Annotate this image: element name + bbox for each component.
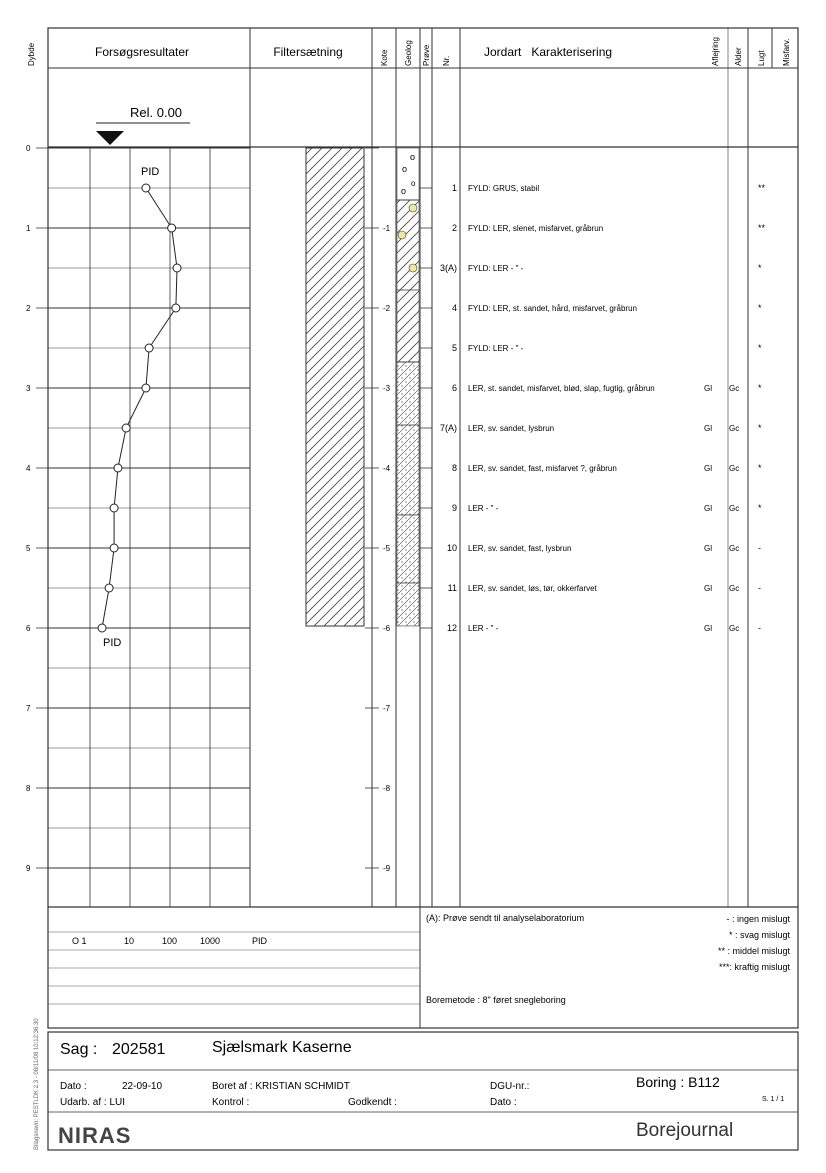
depth-tick-label: 7 <box>26 704 31 713</box>
note-proeve-sendt: (A): Prøve sendt til analyselaboratorium <box>426 913 585 923</box>
layer-lugt: ** <box>758 183 766 193</box>
layer-nr: 6 <box>451 383 457 393</box>
lugt-legend-item: - : ingen mislugt <box>726 914 790 924</box>
layer-aflejring: Gl <box>704 464 712 473</box>
kote-tick-label: -9 <box>383 864 391 873</box>
niras-logo: NIRAS <box>58 1123 132 1148</box>
lugt-legend-item: * : svag mislugt <box>728 930 790 940</box>
layer-nr: 12 <box>446 623 457 633</box>
layer-nr: 10 <box>446 543 457 553</box>
layer-nr: 11 <box>447 583 457 593</box>
depth-tick-label: 6 <box>26 624 31 633</box>
sheet-number: S. 1 / 1 <box>762 1096 785 1103</box>
dato-label: Dato : <box>60 1081 87 1092</box>
layer-description: LER - " - <box>468 624 499 633</box>
kote-axis <box>365 148 391 873</box>
pid-data-point <box>172 304 180 312</box>
lugt-legend-item: ** : middel mislugt <box>717 946 790 956</box>
layer-alder: Gc <box>729 384 740 393</box>
svg-text:o: o <box>410 152 416 162</box>
layer-aflejring: Gl <box>704 544 712 553</box>
pid-data-point <box>122 424 130 432</box>
header-forsoeg: Forsøgsresultater <box>94 45 190 59</box>
svg-text:100: 100 <box>162 936 178 946</box>
layer-lugt: * <box>758 343 762 353</box>
pid-data-point <box>142 384 150 392</box>
layer-description: LER, sv. sandet, løs, tør, okkerfarvet <box>468 584 597 593</box>
header-filter: Filtersætning <box>273 45 343 59</box>
sample-marker <box>409 204 417 212</box>
pid-data-point <box>110 504 118 512</box>
kote-tick-label: -5 <box>383 544 391 553</box>
pid-data-point <box>145 344 153 352</box>
layer-nr: 9 <box>451 503 457 513</box>
pid-data-point <box>114 464 122 472</box>
layer-nr: 5 <box>451 343 457 353</box>
layer-lugt: * <box>758 383 762 393</box>
depth-tick-label: 9 <box>26 864 31 873</box>
layer-lugt: - <box>758 583 761 593</box>
layer-alder: Gc <box>729 424 740 433</box>
header-jordart: Jordart Karakterisering <box>484 45 613 59</box>
layer-description: FYLD: LER, st. sandet, hård, misfarvet, gråbrun <box>468 304 637 313</box>
layer-alder: Gc <box>729 504 740 513</box>
layer-description: FYLD: LER - " - <box>468 344 524 353</box>
kote-tick-label: -3 <box>383 384 391 393</box>
filter-screen <box>306 148 364 626</box>
kote-tick-label: -7 <box>383 704 391 713</box>
sample-marker <box>398 231 406 239</box>
layer-aflejring: Gl <box>704 504 712 513</box>
layer-description: LER - " - <box>468 504 499 513</box>
layer-aflejring: Gl <box>704 584 712 593</box>
layer-lugt: - <box>758 543 761 553</box>
layer-description: LER, sv. sandet, fast, lysbrun <box>468 544 572 553</box>
clay-layer <box>397 362 419 626</box>
sag-value: 202581 <box>112 1041 166 1058</box>
layer-description: LER, sv. sandet, lysbrun <box>468 424 555 433</box>
header-aflejring: Aflejring <box>711 37 720 66</box>
depth-tick-label: 5 <box>26 544 31 553</box>
layer-aflejring: Gl <box>704 424 712 433</box>
rel-level-label: Rel. 0.00 <box>130 105 183 120</box>
boring-id: Boring : B112 <box>636 1074 720 1090</box>
layer-descriptions <box>420 183 766 633</box>
dato2: Dato : <box>490 1097 517 1108</box>
header-lugt: Lugt <box>757 50 766 66</box>
layer-nr: 8 <box>451 463 457 473</box>
kote-tick-label: -4 <box>383 464 391 473</box>
layer-nr: 7(A) <box>439 423 457 433</box>
side-file-text: Bilagsnavn: PESTLDK 2.3 - 08/11/08 10:12:36:30 <box>34 1018 40 1150</box>
svg-text:o: o <box>411 179 416 188</box>
title-block <box>48 1039 798 1148</box>
layer-lugt: ** <box>758 223 766 233</box>
layer-nr: 4 <box>451 303 457 313</box>
layer-description: FYLD: LER - " - <box>468 264 524 273</box>
lugt-legend-item: ***: kraftig mislugt <box>718 962 790 972</box>
layer-description: FYLD: GRUS, stabil <box>468 184 540 193</box>
pid-data-point <box>142 184 150 192</box>
header-proeve: Prøve <box>422 44 431 66</box>
project-title: Sjælsmark Kaserne <box>212 1039 352 1056</box>
header-alder: Alder <box>734 47 743 66</box>
svg-text:1000: 1000 <box>200 936 221 946</box>
header-nr: Nr. <box>442 55 451 66</box>
layer-aflejring: Gl <box>704 624 712 633</box>
geolog-column <box>397 148 419 626</box>
layer-lugt: - <box>758 623 761 633</box>
note-boremetode: Boremetode : 8" føret snegleboring <box>426 995 566 1005</box>
svg-text:o: o <box>402 164 408 174</box>
fill-layer-clay <box>397 200 419 362</box>
boret-af: Boret af : KRISTIAN SCHMIDT <box>212 1081 350 1092</box>
svg-text:o: o <box>401 186 407 196</box>
kote-tick-label: -6 <box>383 624 391 633</box>
svg-text:O 1: O 1 <box>72 936 87 946</box>
layer-nr: 1 <box>451 183 457 193</box>
udarb-af: Udarb. af : LUI <box>60 1097 126 1108</box>
dgu-nr: DGU-nr.: <box>490 1081 530 1092</box>
header-dybde: Dybde <box>27 42 36 66</box>
layer-lugt: * <box>758 263 762 273</box>
main-frame <box>48 28 798 1028</box>
sag-label: Sag : <box>60 1041 98 1058</box>
kontrol: Kontrol : <box>212 1097 250 1108</box>
layer-aflejring: Gl <box>704 384 712 393</box>
depth-tick-label: 3 <box>26 384 31 393</box>
header-misfarv: Misfarv. <box>782 38 791 66</box>
layer-lugt: * <box>758 503 762 513</box>
svg-text:10: 10 <box>124 936 135 946</box>
svg-text:PID: PID <box>252 936 268 946</box>
layer-description: LER, st. sandet, misfarvet, blød, slap, fugtig, gråbrun <box>468 384 655 393</box>
layer-alder: Gc <box>729 624 740 633</box>
layer-lugt: * <box>758 463 762 473</box>
dato-value: 22-09-10 <box>122 1081 163 1092</box>
rel-level-marker-icon <box>96 131 124 145</box>
layer-alder: Gc <box>729 464 740 473</box>
depth-tick-label: 2 <box>26 304 31 313</box>
sample-marker <box>409 264 417 272</box>
pid-label-top: PID <box>141 166 160 178</box>
layer-alder: Gc <box>729 584 740 593</box>
kote-tick-label: -2 <box>383 304 391 313</box>
godkendt: Godkendt : <box>348 1097 397 1108</box>
layer-nr: 3(A) <box>439 263 457 273</box>
depth-tick-label: 0 <box>26 144 31 153</box>
pid-data-point <box>173 264 181 272</box>
pid-data-point <box>110 544 118 552</box>
layer-lugt: * <box>758 303 762 313</box>
depth-tick-label: 4 <box>26 464 31 473</box>
layer-description: FYLD: LER, slenet, misfarvet, gråbrun <box>468 224 604 233</box>
lugt-legend <box>718 914 791 972</box>
depth-tick-label: 8 <box>26 784 31 793</box>
document-type: Borejournal <box>636 1120 734 1141</box>
depth-axis <box>26 144 48 873</box>
kote-tick-label: -1 <box>383 224 391 233</box>
depth-tick-label: 1 <box>26 224 31 233</box>
pid-legend-axis <box>48 932 420 1004</box>
pid-data-point <box>105 584 113 592</box>
kote-tick-label: -8 <box>383 784 391 793</box>
layer-description: LER, sv. sandet, fast, misfarvet ?, gråbrun <box>468 464 617 473</box>
pid-label-bottom: PID <box>103 637 122 649</box>
layer-lugt: * <box>758 423 762 433</box>
pid-series-points <box>98 184 181 632</box>
header-geolog: Geolog <box>404 40 413 66</box>
layer-nr: 2 <box>451 223 457 233</box>
pid-data-point <box>98 624 106 632</box>
pid-data-point <box>168 224 176 232</box>
header-kote: Kote <box>380 49 389 66</box>
layer-alder: Gc <box>729 544 740 553</box>
pid-plot-grid <box>48 148 250 907</box>
pid-series-line <box>102 188 177 628</box>
